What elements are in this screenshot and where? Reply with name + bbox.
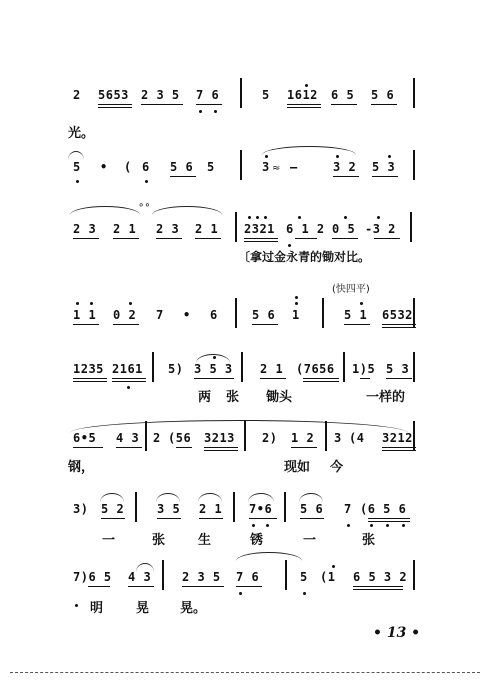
- underline: [112, 381, 146, 382]
- octave-dot: [248, 216, 251, 219]
- lyric: 晃: [136, 601, 150, 616]
- note: 3 2: [333, 160, 357, 174]
- note: 6532: [382, 308, 413, 322]
- underline: [196, 104, 222, 105]
- underline: [303, 378, 339, 379]
- bar-line: [325, 421, 327, 451]
- note: 0 5: [332, 222, 356, 236]
- underline: [176, 447, 192, 448]
- note: 3212: [382, 431, 413, 445]
- note: 6: [210, 308, 218, 322]
- note: 5653: [98, 88, 129, 102]
- note: 2 1: [195, 222, 219, 236]
- underline: [291, 447, 317, 448]
- lyric: 光。: [68, 126, 95, 141]
- octave-dot: [332, 565, 335, 568]
- note: 4 3: [128, 570, 152, 584]
- underline: [353, 589, 403, 590]
- underline: [374, 238, 400, 239]
- note: 5): [168, 362, 184, 376]
- note: 7•6: [249, 502, 273, 516]
- note: -3 2: [365, 222, 396, 236]
- slur: [68, 151, 84, 160]
- slur: [262, 146, 356, 155]
- octave-dot: [344, 216, 347, 219]
- underline: [382, 327, 416, 328]
- octave-dot: [360, 302, 363, 305]
- lyric: 两: [198, 390, 212, 405]
- underline: [386, 378, 412, 379]
- note: 2 3 5: [141, 88, 180, 102]
- underline: [128, 586, 154, 587]
- underline: [141, 104, 183, 105]
- underline: [295, 238, 317, 239]
- octave-dot: [336, 155, 339, 158]
- underline: [382, 447, 416, 448]
- note: 5 6: [170, 160, 194, 174]
- note: 2: [153, 431, 161, 445]
- note: 3: [334, 431, 342, 445]
- bar-line: [413, 78, 415, 108]
- underline: [88, 586, 110, 587]
- underline: [98, 104, 132, 105]
- octave-dot: [129, 302, 132, 305]
- slur: [198, 493, 222, 502]
- bar-line: [152, 352, 154, 382]
- octave-dot: [295, 296, 298, 299]
- octave-dot: [298, 216, 301, 219]
- note: 6: [142, 160, 150, 174]
- bar-line: [413, 352, 415, 382]
- underline: [98, 107, 132, 108]
- lyric: 生: [198, 533, 212, 548]
- underline: [244, 238, 278, 239]
- lyric: 锈: [250, 533, 264, 548]
- bar-line: [284, 492, 286, 522]
- note: 4 3: [116, 431, 140, 445]
- note: (6 5 6: [360, 502, 407, 516]
- lyric: 〔拿过金永青的锄对比。: [238, 250, 371, 264]
- note: —: [290, 160, 298, 174]
- slur: [136, 563, 154, 572]
- bar-line: [235, 212, 237, 242]
- note: 5: [262, 88, 270, 102]
- lyric: 锄头: [266, 390, 293, 405]
- underline: [332, 238, 358, 239]
- page-number: • 13 •: [373, 625, 421, 641]
- bar-line: [285, 560, 287, 590]
- note: 5 3: [386, 362, 410, 376]
- note: •: [100, 160, 108, 174]
- underline: [382, 324, 416, 325]
- bar-line: [240, 150, 242, 180]
- lyric: 张: [362, 533, 376, 548]
- slur: [156, 493, 180, 502]
- underline: [199, 518, 223, 519]
- lyric: 钢，: [68, 460, 95, 475]
- underline: [182, 586, 224, 587]
- note: 1: [292, 308, 300, 322]
- bar-line: [145, 421, 147, 451]
- bullet-dot: [75, 604, 78, 607]
- note: 5 6: [371, 88, 395, 102]
- tie-dots: ∘∘: [138, 200, 151, 211]
- note: 1235: [73, 362, 104, 376]
- underline: [204, 450, 238, 451]
- octave-dot: [266, 524, 269, 527]
- note: 6 5: [331, 88, 355, 102]
- footer-rule: [10, 672, 480, 673]
- underline: [116, 447, 142, 448]
- note: 5 1: [344, 308, 368, 322]
- octave-dot: [295, 302, 298, 305]
- note: 3): [73, 502, 89, 516]
- underline: [371, 104, 397, 105]
- underline: [204, 447, 238, 448]
- slur: [100, 493, 124, 502]
- note: 3 5: [157, 502, 181, 516]
- underline: [113, 238, 139, 239]
- note: •: [183, 308, 191, 322]
- note: 1612: [287, 88, 318, 102]
- bar-line: [241, 352, 243, 382]
- note: 5: [73, 160, 81, 174]
- slur: [299, 493, 323, 502]
- note: 2 1: [199, 502, 223, 516]
- octave-dot: [386, 524, 389, 527]
- underline: [101, 518, 125, 519]
- slur: [236, 552, 302, 561]
- note: 3 5 3: [194, 362, 233, 376]
- bar-line: [343, 352, 345, 382]
- underline: [113, 324, 139, 325]
- underline: [195, 238, 221, 239]
- underline: [157, 518, 181, 519]
- octave-dot: [265, 155, 268, 158]
- octave-dot: [288, 244, 291, 247]
- underline: [287, 104, 321, 105]
- note: (56: [168, 431, 192, 445]
- underline: [156, 238, 182, 239]
- note: 1 1: [73, 308, 97, 322]
- underline: [73, 378, 107, 379]
- underline: [331, 104, 357, 105]
- note: 7: [344, 502, 352, 516]
- note: 0 2: [113, 308, 137, 322]
- note: 2: [73, 88, 81, 102]
- note: 2 1: [260, 362, 284, 376]
- underline: [300, 518, 324, 519]
- note: (4: [349, 431, 365, 445]
- underline: [73, 238, 99, 239]
- note: 5: [300, 570, 308, 584]
- octave-dot: [239, 592, 242, 595]
- underline: [372, 176, 398, 177]
- octave-dot: [213, 356, 216, 359]
- bar-line: [240, 78, 242, 108]
- bar-line: [244, 421, 246, 451]
- underline: [353, 586, 403, 587]
- note: 2 1: [113, 222, 137, 236]
- tempo-marking: (快四平): [332, 284, 370, 295]
- note: 7)6 5: [73, 570, 112, 584]
- bar-line: [322, 298, 324, 328]
- note: 3: [262, 160, 270, 174]
- bar-line: [413, 560, 415, 590]
- note: 5 6: [300, 502, 324, 516]
- octave-dot: [264, 216, 267, 219]
- note: 2161: [112, 362, 143, 376]
- octave-dot: [303, 592, 306, 595]
- underline: [252, 324, 278, 325]
- underline: [260, 378, 286, 379]
- underline: [244, 241, 278, 242]
- note: 2 3: [73, 222, 97, 236]
- note: 1)5: [352, 362, 376, 376]
- underline: [368, 521, 410, 522]
- tremolo-mark: ≈: [272, 163, 281, 174]
- lyric: 现如: [284, 460, 311, 475]
- bar-line: [233, 492, 235, 522]
- underline: [236, 586, 262, 587]
- underline: [73, 381, 107, 382]
- underline: [368, 518, 410, 519]
- lyric: 一: [303, 533, 317, 548]
- note: 6•5: [73, 431, 97, 445]
- note: (1: [320, 570, 336, 584]
- note: 2321: [244, 222, 275, 236]
- note: 5 3: [372, 160, 396, 174]
- note: 7 6: [196, 88, 220, 102]
- lyric: 一: [102, 533, 116, 548]
- underline: [249, 518, 277, 519]
- note: 2 3: [156, 222, 180, 236]
- underline: [73, 324, 99, 325]
- octave-dot: [402, 524, 405, 527]
- underline: [112, 378, 146, 379]
- octave-dot: [370, 524, 373, 527]
- underline: [287, 107, 321, 108]
- underline: [194, 378, 234, 379]
- octave-dot: [256, 216, 259, 219]
- lyric: 明: [90, 601, 104, 616]
- note: 5 6: [252, 308, 276, 322]
- note: 1 2: [291, 431, 315, 445]
- bar-line: [410, 212, 412, 242]
- octave-dot: [90, 302, 93, 305]
- note: (7656: [296, 362, 335, 376]
- lyric: 晃。: [180, 601, 207, 616]
- slur: [152, 206, 222, 215]
- underline: [303, 381, 339, 382]
- octave-dot: [252, 524, 255, 527]
- lyric: 一样的: [366, 390, 406, 405]
- bar-line: [135, 492, 137, 522]
- lyric: 张: [226, 390, 240, 405]
- lyric: 今: [330, 460, 344, 475]
- lyric: 张: [152, 533, 166, 548]
- octave-dot: [305, 84, 308, 87]
- note: 2): [262, 431, 278, 445]
- bar-line: [413, 150, 415, 180]
- octave-dot: [199, 110, 202, 113]
- octave-dot: [76, 302, 79, 305]
- underline: [333, 176, 359, 177]
- octave-dot: [145, 180, 148, 183]
- octave-dot: [388, 155, 391, 158]
- octave-dot: [377, 216, 380, 219]
- underline: [360, 378, 370, 379]
- note: 5: [207, 160, 215, 174]
- underline: [344, 324, 370, 325]
- slur: [70, 206, 140, 215]
- underline: [73, 447, 103, 448]
- slur: [248, 493, 274, 502]
- bar-line: [162, 560, 164, 590]
- bar-line: [235, 298, 237, 328]
- note: (: [124, 160, 132, 174]
- octave-dot: [76, 180, 79, 183]
- octave-dot: [347, 524, 350, 527]
- underline: [382, 450, 416, 451]
- octave-dot: [214, 110, 217, 113]
- underline: [170, 176, 196, 177]
- note: 5 2: [101, 502, 125, 516]
- note: 6 5 3 2: [353, 570, 408, 584]
- note: 3213: [204, 431, 235, 445]
- note: 7: [156, 308, 164, 322]
- note: 2 3 5: [182, 570, 221, 584]
- octave-dot: [127, 386, 130, 389]
- note: 6 1 2: [286, 222, 325, 236]
- note: 7 6: [236, 570, 260, 584]
